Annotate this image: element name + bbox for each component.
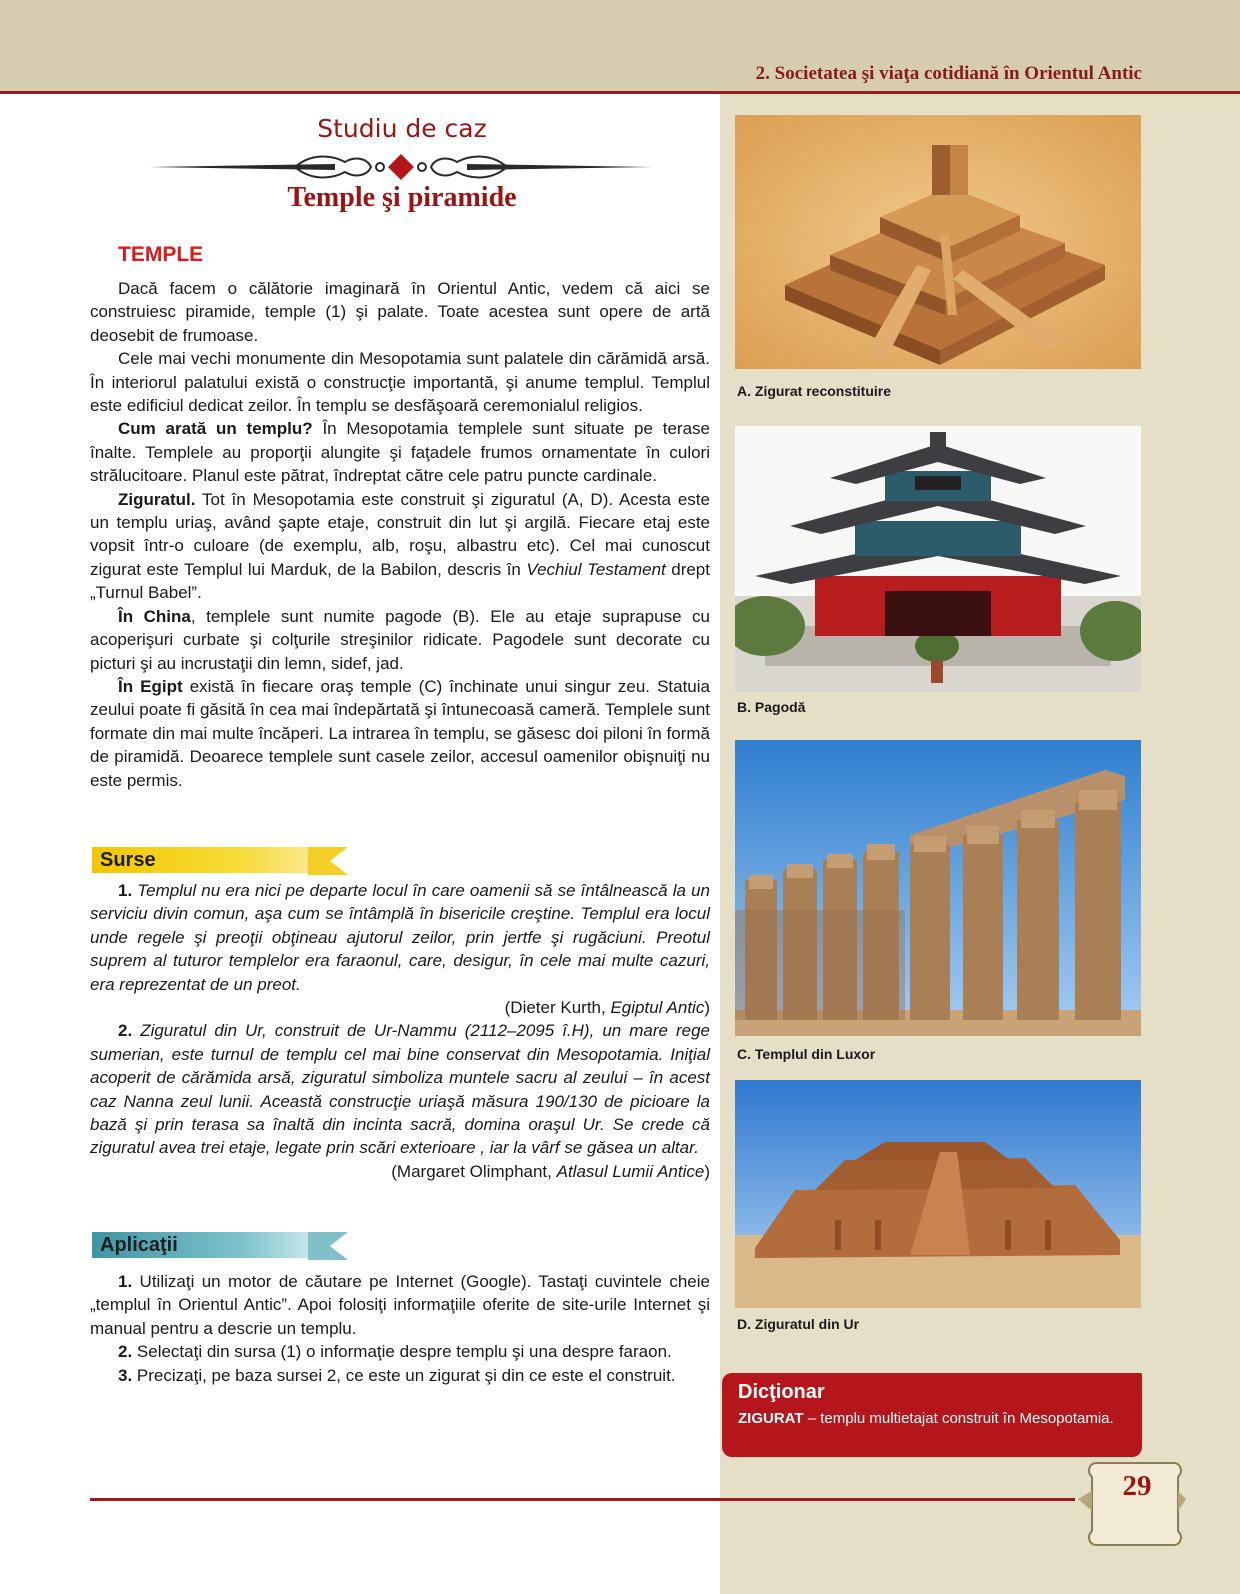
section-heading-temples: TEMPLE	[118, 243, 204, 266]
paragraph-text: drept „Turnul Babel”.	[90, 559, 710, 603]
source-quote	[90, 879, 710, 996]
paragraph-text: Tot în Mesopotamia este construit şi ziguratul (A, D). Acesta este un templu uriaş, având şapte etaje, construit din lut şi argilă. Fiecare etaj este vopsit într-o culoare (de exemplu, alb, roşu, albastru etc). Cel mai cunoscut zigurat este Templul lui Marduk, de la Babilon, descris în	[90, 489, 710, 579]
dictionary-term: ZIGURAT	[738, 1410, 804, 1427]
paragraph-lead: În Egipt	[118, 676, 183, 696]
application-number: 2.	[118, 1342, 133, 1362]
paragraph	[90, 417, 710, 487]
temples-body	[90, 277, 710, 792]
figure-caption-c: C. Templul din Luxor	[737, 1046, 876, 1062]
pagoda-image	[735, 426, 1141, 692]
paragraph	[90, 675, 710, 792]
luxor-temple-image	[735, 740, 1141, 1036]
figure-caption-d: D. Ziguratul din Ur	[737, 1316, 860, 1332]
paragraph	[90, 605, 710, 675]
source-number: 1.	[118, 881, 133, 900]
application-item	[90, 1364, 710, 1387]
case-study-label: Studiu de caz	[317, 114, 487, 143]
dictionary-entry	[738, 1409, 1128, 1428]
ziggurat-reconstruction-image	[735, 115, 1141, 369]
citation-work: Egiptul Antic	[610, 998, 705, 1018]
footer-rule	[90, 1498, 1075, 1501]
application-number: 1.	[118, 1272, 133, 1291]
application-text: Utilizaţi un motor de căutare pe Internet (Google). Tastaţi cuvintele cheie „templul în Orientul Antic”. Apoi folosiţi informaţiile oferite de site-urile Internet şi manual pentru a descrie un templu.	[90, 1272, 710, 1338]
sources-body	[90, 879, 710, 1183]
figure-caption-a: A. Zigurat reconstituire	[737, 383, 892, 399]
ziggurat-ur-image	[735, 1080, 1141, 1308]
page-number: 29	[1122, 1470, 1152, 1502]
application-text: Precizaţi, pe baza sursei 2, ce este un zigurat şi din ce este el construit.	[132, 1365, 676, 1385]
dictionary-box	[722, 1373, 1142, 1457]
application-number: 3.	[118, 1365, 133, 1385]
applications-heading: Aplicaţii	[100, 1234, 178, 1256]
book-title: Vechiul Testament	[526, 559, 666, 579]
paragraph: Dacă facem o călătorie imaginară în Orientul Antic, vedem că aici se construiesc piramide, temple (1) şi palate. Toate acestea sunt opere de artă deosebit de frumoase.	[90, 279, 710, 345]
citation-close: )	[704, 998, 710, 1018]
paragraph-text: În Mesopotamia templele sunt situate pe terase înalte. Templele au proporţii alungite şi faţadele frumos ornamentate în culori strălucitoare. Planul este pătrat, îndreptat către cele patru puncte cardinale.	[90, 419, 710, 486]
citation-author: (Dieter Kurth,	[504, 998, 611, 1018]
application-text: Selectaţi din sursa (1) o informaţie despre templu şi una despre faraon.	[132, 1342, 672, 1362]
paragraph-text: , templele sunt numite pagode (B). Ele au etaje suprapuse cu acoperişuri curbate şi colţurile streşinilor ridicate. Pagodele sunt decorate cu picturi şi au incrustaţii din lemn, sidef, jad.	[90, 606, 710, 673]
paragraph-text: există în fiecare oraş temple (C) închinate unui singur zeu. Statuia zeului poate fi găsită în cea mai îndepărtată şi întunecoasă cameră. Templele sunt formate din mai multe încăperi. La intrarea în templu, se găsesc doi piloni în formă de piramidă. Deoarece templele sunt casele zeilor, accesul oamenilor obişnuiţi nu este permis.	[90, 676, 710, 790]
citation-author: (Margaret Olimphant,	[391, 1161, 557, 1181]
source-number: 2.	[118, 1021, 133, 1041]
ornament-divider-icon	[145, 152, 657, 182]
source-text: Templul nu era nici pe departe locul în care oamenii să se întâlnească la un serviciu divin comun, aşa cum se întâmplă în bisericile creştine. Templul era locul unde regele şi preoţii obţineau ajutorul zeilor, prin jertfe şi rugăciuni. Preotul suprem al tuturor templelor era faraonul, care, desigur, în cele mai multe cazuri, era reprezentat de un preot.	[90, 881, 710, 994]
paragraph: Cele mai vechi monumente din Mesopotamia sunt palatele din cărămidă arsă. În interiorul palatului există o construcţie importantă, şi anume templul. Templul este edificiul dedicat zeilor. În templu se desfăşoară ceremonialul religios.	[90, 349, 710, 416]
dictionary-definition: – templu multietajat construit în Mesopotamia.	[803, 1410, 1114, 1427]
application-item	[90, 1340, 710, 1363]
chapter-title: 2. Societatea şi viaţa cotidiană în Orientul Antic	[755, 63, 1142, 84]
case-study-banner	[137, 112, 667, 224]
source-quote	[90, 1019, 710, 1159]
source-citation	[90, 996, 710, 1019]
source-citation	[90, 1160, 710, 1183]
sources-heading: Surse	[100, 849, 156, 871]
case-study-title: Temple şi piramide	[287, 182, 517, 213]
paragraph	[90, 488, 710, 605]
paragraph-lead: Cum arată un templu?	[118, 419, 313, 439]
source-text: Ziguratul din Ur, construit de Ur-Nammu (2112–2095 î.H), un mare rege sumerian, este turnul de templu cel mai bine conservat din Mesopotamia. Iniţial acoperit de cărămida arsă, ziguratul simboliza muntele sacru al zeului – în acest caz Nanna zeul lunii. Această construcţie uriaşă măsura 190/130 de picioare la bază şi prin terasa sa înaltă din incinta sacră, domina oraşul Ur. Se crede că ziguratul avea trei etaje, legate prin scări exterioare , iar la vârf se găsea un altar.	[90, 1021, 710, 1158]
applications-body	[90, 1270, 710, 1387]
figure-caption-b: B. Pagodă	[737, 699, 806, 715]
citation-close: )	[704, 1161, 710, 1181]
dictionary-title: Dicţionar	[738, 1381, 825, 1403]
application-item	[90, 1270, 710, 1340]
paragraph-lead: Ziguratul.	[118, 489, 196, 509]
paragraph-lead: În China	[118, 606, 191, 626]
citation-work: Atlasul Lumii Antice	[556, 1161, 705, 1181]
header-rule	[0, 91, 1240, 94]
